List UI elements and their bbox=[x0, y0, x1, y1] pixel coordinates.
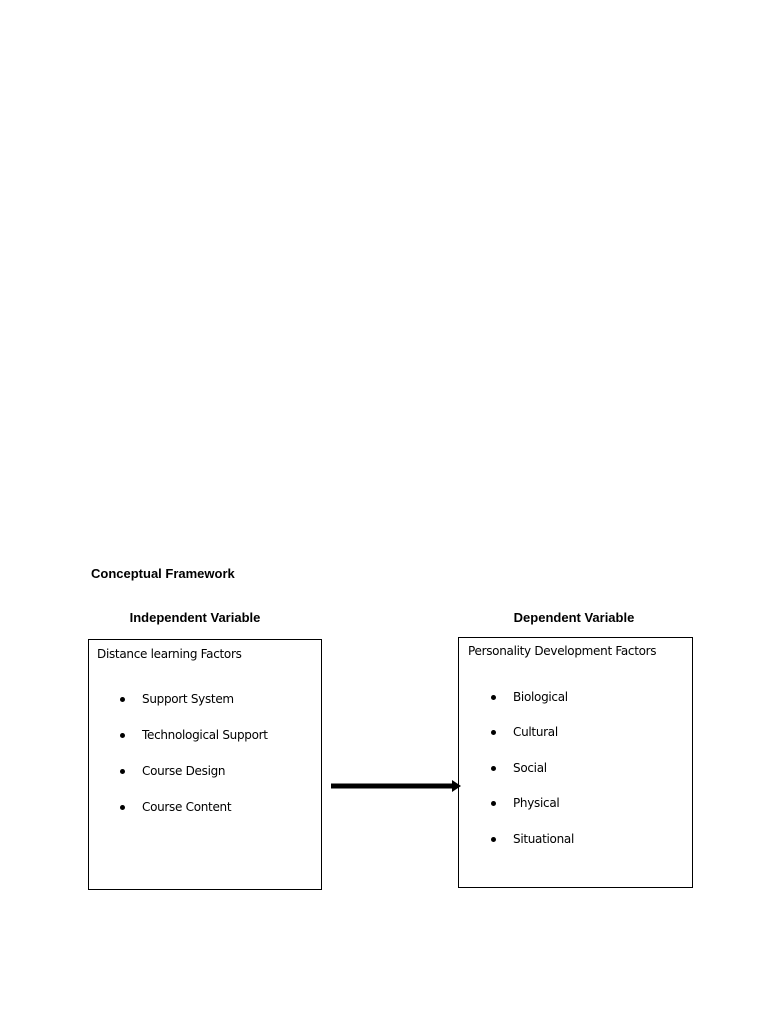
bullet-icon bbox=[491, 801, 496, 806]
bullet-icon bbox=[120, 769, 125, 774]
bullet-icon bbox=[491, 695, 496, 700]
factor-label: Biological bbox=[513, 690, 568, 704]
bullet-icon bbox=[120, 805, 125, 810]
independent-variable-box bbox=[88, 639, 322, 890]
bullet-icon bbox=[491, 730, 496, 735]
dependent-variable-heading: Dependent Variable bbox=[513, 610, 635, 625]
bullet-icon bbox=[491, 837, 496, 842]
factor-label: Social bbox=[513, 761, 547, 775]
diagram-title: Conceptual Framework bbox=[91, 566, 235, 581]
arrow-head bbox=[452, 780, 461, 792]
bullet-icon bbox=[120, 733, 125, 738]
dependent-box-title: Personality Development Factors bbox=[468, 644, 657, 658]
factor-label: Course Design bbox=[142, 764, 226, 778]
factor-label: Cultural bbox=[513, 725, 558, 739]
factor-label: Technological Support bbox=[142, 728, 268, 742]
factor-label: Course Content bbox=[142, 800, 232, 814]
independent-box-title: Distance learning Factors bbox=[97, 647, 242, 661]
dependent-variable-box bbox=[458, 637, 693, 888]
bullet-icon bbox=[491, 766, 496, 771]
factor-label: Situational bbox=[513, 832, 574, 846]
independent-variable-heading: Independent Variable bbox=[129, 610, 261, 625]
factor-label: Support System bbox=[142, 692, 234, 706]
bullet-icon bbox=[120, 697, 125, 702]
arrow-right-icon bbox=[331, 777, 461, 795]
factor-label: Physical bbox=[513, 796, 560, 810]
